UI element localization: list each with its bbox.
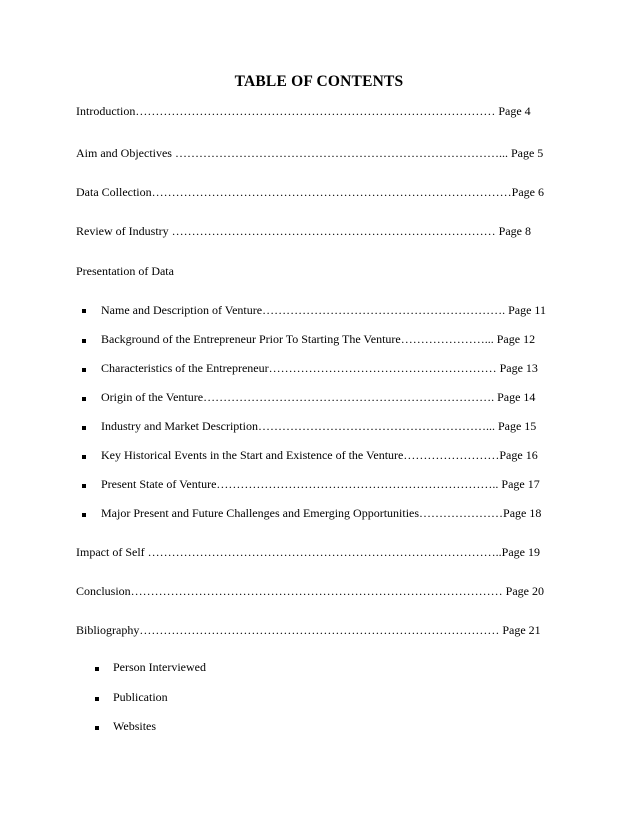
toc-title: TABLE OF CONTENTS: [234, 73, 404, 90]
toc-subentry: Key Historical Events in the Start and Existence of the Venture……………………Page 16: [101, 448, 538, 462]
toc-subentry: Characteristics of the Entrepreneur………………………………………………… Page 13: [101, 361, 538, 375]
bibliography-item: Person Interviewed: [113, 660, 206, 674]
bullet-icon: [95, 697, 99, 701]
toc-entry-aim-objectives: Aim and Objectives ………………………………………………………………………... Page 5: [76, 146, 544, 160]
bullet-icon: [82, 368, 86, 372]
toc-entry-conclusion: Conclusion………………………………………………………………………………… Page 20: [76, 584, 544, 598]
bibliography-item: Websites: [113, 719, 157, 733]
bullet-icon: [82, 426, 86, 430]
toc-entry-bibliography: Bibliography……………………………………………………………………………… Page 21: [76, 623, 541, 637]
toc-subentry: Major Present and Future Challenges and Emerging Opportunities…………………Page 18: [101, 506, 542, 520]
toc-entry-data-collection: Data Collection………………………………………………………………………………Page 6: [76, 185, 544, 199]
toc-subentry: Origin of the Venture………………………………………………………………. Page 14: [101, 390, 536, 404]
bibliography-item: Publication: [113, 690, 168, 704]
toc-subentry: Name and Description of Venture……………………………………………………. Page 11: [101, 303, 546, 317]
toc-subentry: Industry and Market Description…………………………………………………... Page 15: [101, 419, 537, 433]
bullet-icon: [95, 726, 99, 730]
toc-entry-impact-self: Impact of Self ……………………………………………………………………………..Page 19: [76, 545, 540, 559]
bullet-icon: [82, 309, 86, 313]
bullet-icon: [82, 513, 86, 517]
bullet-icon: [82, 484, 86, 488]
toc-subentry: Background of the Entrepreneur Prior To Starting The Venture…………………... Page 12: [101, 332, 536, 346]
bullet-icon: [95, 667, 99, 671]
toc-entry-introduction: Introduction……………………………………………………………………………… Page 4: [76, 104, 531, 118]
bullet-icon: [82, 397, 86, 401]
toc-entry-review-industry: Review of Industry ……………………………………………………………………… Page 8: [76, 224, 531, 238]
toc-subentry: Present State of Venture…………………………………………………………….. Page 17: [101, 477, 540, 491]
toc-entry-presentation-data: Presentation of Data: [76, 264, 174, 278]
bullet-icon: [82, 339, 86, 343]
bullet-icon: [82, 455, 86, 459]
